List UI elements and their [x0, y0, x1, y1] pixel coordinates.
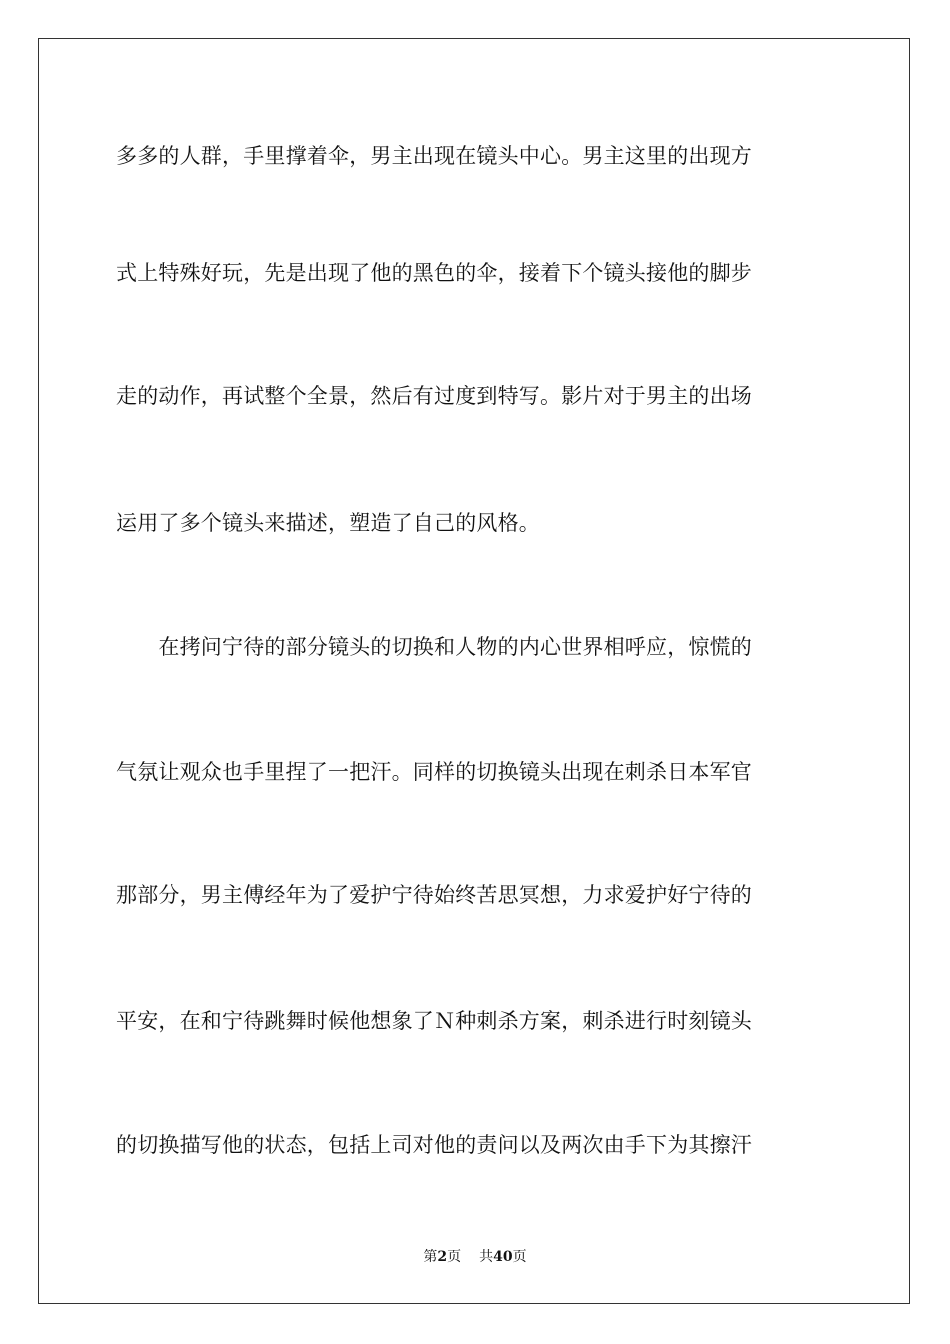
footer-page-prefix: 第	[423, 1249, 438, 1265]
body-line-5: 在拷问宁待的部分镜头的切换和人物的内心世界相呼应，惊慌的	[116, 635, 752, 659]
footer-total-prefix: 共	[479, 1249, 494, 1265]
body-line-6: 气氛让观众也手里捏了一把汗。同样的切换镜头出现在刺杀日本军官	[116, 760, 752, 784]
page-border	[38, 38, 910, 1304]
body-line-8: 平安，在和宁待跳舞时候他想象了Ｎ种刺杀方案，刺杀进行时刻镜头	[116, 1009, 752, 1033]
body-line-7: 那部分，男主傅经年为了爱护宁待始终苦思冥想，力求爱护好宁待的	[116, 883, 752, 907]
footer-page-suffix: 页	[447, 1249, 462, 1265]
body-line-4: 运用了多个镜头来描述，塑造了自己的风格。	[116, 511, 540, 535]
page-footer	[0, 1246, 950, 1266]
body-line-2: 式上特殊好玩，先是出现了他的黑色的伞，接着下个镜头接他的脚步	[116, 261, 752, 285]
footer-total-pages: 40	[493, 1249, 513, 1265]
footer-page-number: 2	[437, 1249, 448, 1265]
footer-total-suffix: 页	[512, 1249, 527, 1265]
body-line-1: 多多的人群，手里撑着伞，男主出现在镜头中心。男主这里的出现方	[116, 144, 752, 168]
body-line-3: 走的动作，再试整个全景，然后有过度到特写。影片对于男主的出场	[116, 384, 752, 408]
body-line-9: 的切换描写他的状态，包括上司对他的责问以及两次由手下为其擦汗	[116, 1133, 752, 1157]
